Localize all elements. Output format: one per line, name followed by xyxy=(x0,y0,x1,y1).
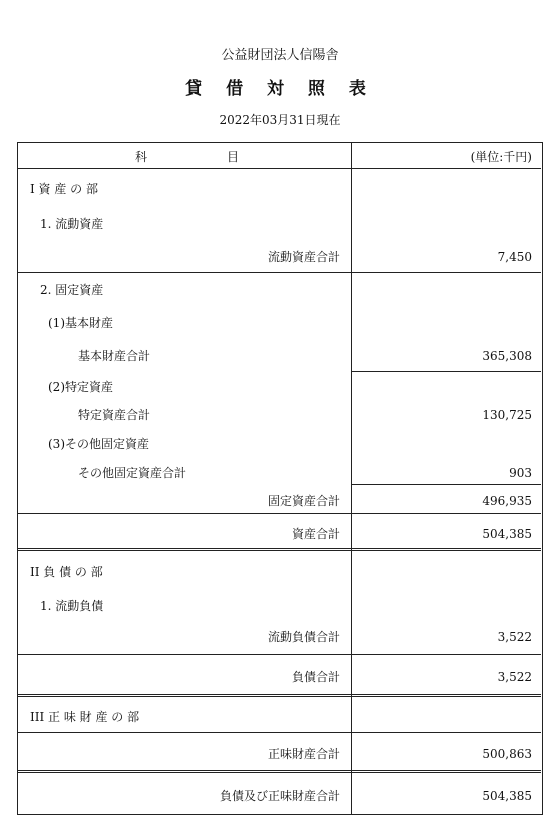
label-specific-assets: (2)特定資産 xyxy=(48,380,113,394)
value-liabilities-total: 3,522 xyxy=(497,670,532,684)
header-subject-right: 目 xyxy=(227,150,240,164)
section-liabilities: II 負 債 の 部 xyxy=(30,565,103,579)
label-current-liabilities: 1. 流動負債 xyxy=(40,599,104,613)
label-assets-total: 資産合計 xyxy=(291,527,340,541)
header-unit: (単位:千円) xyxy=(470,150,532,164)
document-title: 貸 借 対 照 表 xyxy=(185,79,375,99)
divider xyxy=(351,371,541,372)
section-net-assets: III 正 味 財 産 の 部 xyxy=(30,710,140,724)
report-date: 2022年03月31日現在 xyxy=(219,113,341,127)
organization-name: 公益財団法人信陽舎 xyxy=(221,48,339,63)
value-other-fixed-assets-total: 903 xyxy=(509,466,532,480)
divider xyxy=(18,272,541,273)
section-assets: I 資 産 の 部 xyxy=(30,182,98,196)
balance-sheet-table xyxy=(17,142,543,815)
label-basic-property: (1)基本財産 xyxy=(48,316,113,330)
value-assets-total: 504,385 xyxy=(482,527,532,541)
divider xyxy=(18,732,541,733)
column-divider xyxy=(351,143,352,814)
divider xyxy=(18,654,541,655)
divider-double xyxy=(18,694,541,697)
divider xyxy=(351,484,541,485)
value-liabilities-and-net-assets-total: 504,385 xyxy=(482,789,532,803)
divider-double xyxy=(18,548,541,551)
label-basic-property-total: 基本財産合計 xyxy=(78,349,151,363)
label-current-assets: 1. 流動資産 xyxy=(40,217,104,231)
header-subject-left: 科 xyxy=(135,150,148,164)
label-liabilities-and-net-assets-total: 負債及び正味財産合計 xyxy=(219,789,340,803)
label-fixed-assets-total: 固定資産合計 xyxy=(267,494,340,508)
value-specific-assets-total: 130,725 xyxy=(482,408,532,422)
divider xyxy=(18,513,541,514)
value-basic-property-total: 365,308 xyxy=(482,349,532,363)
value-current-assets-total: 7,450 xyxy=(497,250,532,264)
value-fixed-assets-total: 496,935 xyxy=(482,494,532,508)
divider-double xyxy=(18,770,541,773)
label-current-assets-total: 流動資産合計 xyxy=(267,250,340,264)
label-net-assets-total: 正味財産合計 xyxy=(267,747,340,761)
label-other-fixed-assets-total: その他固定資産合計 xyxy=(78,466,187,480)
label-liabilities-total: 負債合計 xyxy=(291,670,340,684)
divider xyxy=(18,168,541,169)
label-current-liabilities-total: 流動負債合計 xyxy=(267,630,340,644)
value-net-assets-total: 500,863 xyxy=(482,747,532,761)
label-specific-assets-total: 特定資産合計 xyxy=(78,408,151,422)
label-fixed-assets: 2. 固定資産 xyxy=(40,283,104,297)
label-other-fixed-assets: (3)その他固定資産 xyxy=(48,437,149,451)
value-current-liabilities-total: 3,522 xyxy=(497,630,532,644)
